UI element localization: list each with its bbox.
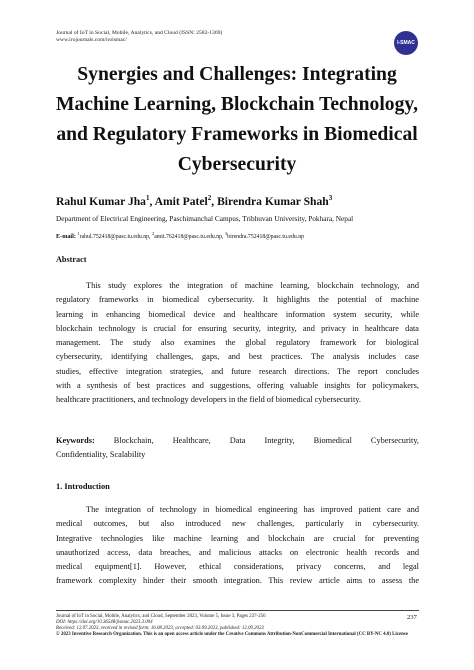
keywords-text: Blockchain, Healthcare, Data Integrity, Biomedical Cybersecurity, xyxy=(113,436,419,445)
author-affil-mark: 3 xyxy=(328,194,333,202)
email-mark: 3 xyxy=(224,231,228,236)
title-line: Synergies and Challenges: Integrating xyxy=(77,64,397,85)
email-mark: 2 xyxy=(151,231,155,236)
footer-license-text: © 2023 Inventive Research Organization. This is an open access article under the Creative Commons Attribution-NonCommercial International (CC BY-NC 4.0) License xyxy=(56,632,408,637)
keywords-line: Confidentiality, Scalability xyxy=(56,450,146,460)
intro-line: framework complexity hinder their smooth integration. This review article aims to assess the xyxy=(56,576,419,586)
author-name: Birendra Kumar Shah xyxy=(217,194,329,208)
title-line: Cybersecurity xyxy=(177,154,297,175)
abstract-line: This study explores the integration of machine learning, blockchain technology, and xyxy=(86,281,419,290)
intro-line: unauthorized access, data breaches, and malicious attacks on electronic health records and xyxy=(56,547,419,557)
email-address[interactable]: birendra.752418@pasc.tu.edu.np xyxy=(227,233,304,240)
abstract-body xyxy=(56,279,419,408)
author-separator: , xyxy=(211,194,218,208)
footer-citation: Journal of IoT in Social, Mobile, Analytics, and Cloud, September 2023, Volume 5, Issue 3, Pages 237-256 xyxy=(56,614,266,619)
introduction-body xyxy=(56,503,419,589)
abstract-line: regulatory frameworks in biomedical cybersecurity. It highlights the potential of machine xyxy=(56,295,419,305)
author-affil-mark: 1 xyxy=(145,194,150,202)
journal-name: Journal of IoT in Social, Mobile, Analytics, and Cloud (ISSN: 2582-1369) xyxy=(56,30,223,36)
abstract-line: healthcare practitioners, and technology developers in the field of biomedical cybersecurity. xyxy=(56,395,361,405)
journal-url[interactable]: www.irojournals.com/iroismac/ xyxy=(56,37,127,43)
author-name: Rahul Kumar Jha xyxy=(56,194,146,208)
affiliation: Department of Electrical Engineering, Paschimanchal Campus, Tribhuvan University, Pokhara, Nepal xyxy=(56,214,354,223)
intro-line: The integration of technology in biomedical engineering has improved patient care and xyxy=(86,505,419,514)
author-list xyxy=(56,191,332,209)
abstract-line: management. The study also examines the global regulatory framework for biological xyxy=(56,338,419,348)
paper-title xyxy=(40,60,434,180)
email-line xyxy=(56,230,304,241)
keywords xyxy=(56,434,419,463)
author-separator: , xyxy=(149,194,155,208)
abstract-line: learning in enhancing biomedical device and healthcare information system security, while xyxy=(56,309,419,319)
keywords-label: Keywords: xyxy=(56,436,95,445)
abstract-line: studies, effective integration strategies, and future research directions. The report concludes xyxy=(56,366,419,376)
journal-header xyxy=(56,30,222,44)
abstract-line: with a synthesis of best practices and suggestions, offering valuable insights for policymakers, xyxy=(56,381,419,391)
abstract-line: cybersecurity, identifying challenges, gaps, and best practices. The analysis includes case xyxy=(56,352,419,362)
journal-logo-icon xyxy=(394,31,418,55)
footer-license xyxy=(56,632,408,638)
journal-logo-text: I-SMAC xyxy=(397,40,415,46)
intro-line: Integrative technologies like machine learning and blockchain are crucial for preventing xyxy=(56,533,419,543)
page-number: 237 xyxy=(407,614,417,621)
email-label: E-mail: xyxy=(56,232,76,240)
intro-line: medical equipment[1]. However, ethical considerations, privacy concerns, and legal xyxy=(56,562,419,572)
email-mark: 1 xyxy=(77,231,80,236)
author-name: Amit Patel xyxy=(154,194,208,208)
footer-dates-text: Received: 12.07.2023, received in revised form: 16.08.2023, accepted: 03.09.2023, published: 12.09.2023 xyxy=(56,626,264,631)
footer-divider xyxy=(56,610,419,611)
title-line: and Regulatory Frameworks in Biomedical xyxy=(56,124,418,145)
abstract-line: blockchain technology is crucial for ensuring security, integrity, and privacy in healthcare data xyxy=(56,323,419,333)
introduction-heading: 1. Introduction xyxy=(56,482,110,491)
email-address[interactable]: amit.762418@pasc.tu.edu.np, xyxy=(154,233,225,240)
intro-line: medical outcomes, but also introduced new challenges, particularly in cybersecurity. xyxy=(56,519,419,529)
author-affil-mark: 2 xyxy=(207,194,212,202)
footer-doi-text[interactable]: DOI: https://doi.org/10.36548/jismac.2023.3.004 xyxy=(56,620,153,625)
keywords-line xyxy=(56,434,419,448)
abstract-heading: Abstract xyxy=(56,255,87,264)
email-address[interactable]: rahul.752418@pasc.tu.edu.np, xyxy=(79,233,152,240)
footer xyxy=(56,614,408,638)
title-line: Machine Learning, Blockchain Technology, xyxy=(56,94,418,115)
